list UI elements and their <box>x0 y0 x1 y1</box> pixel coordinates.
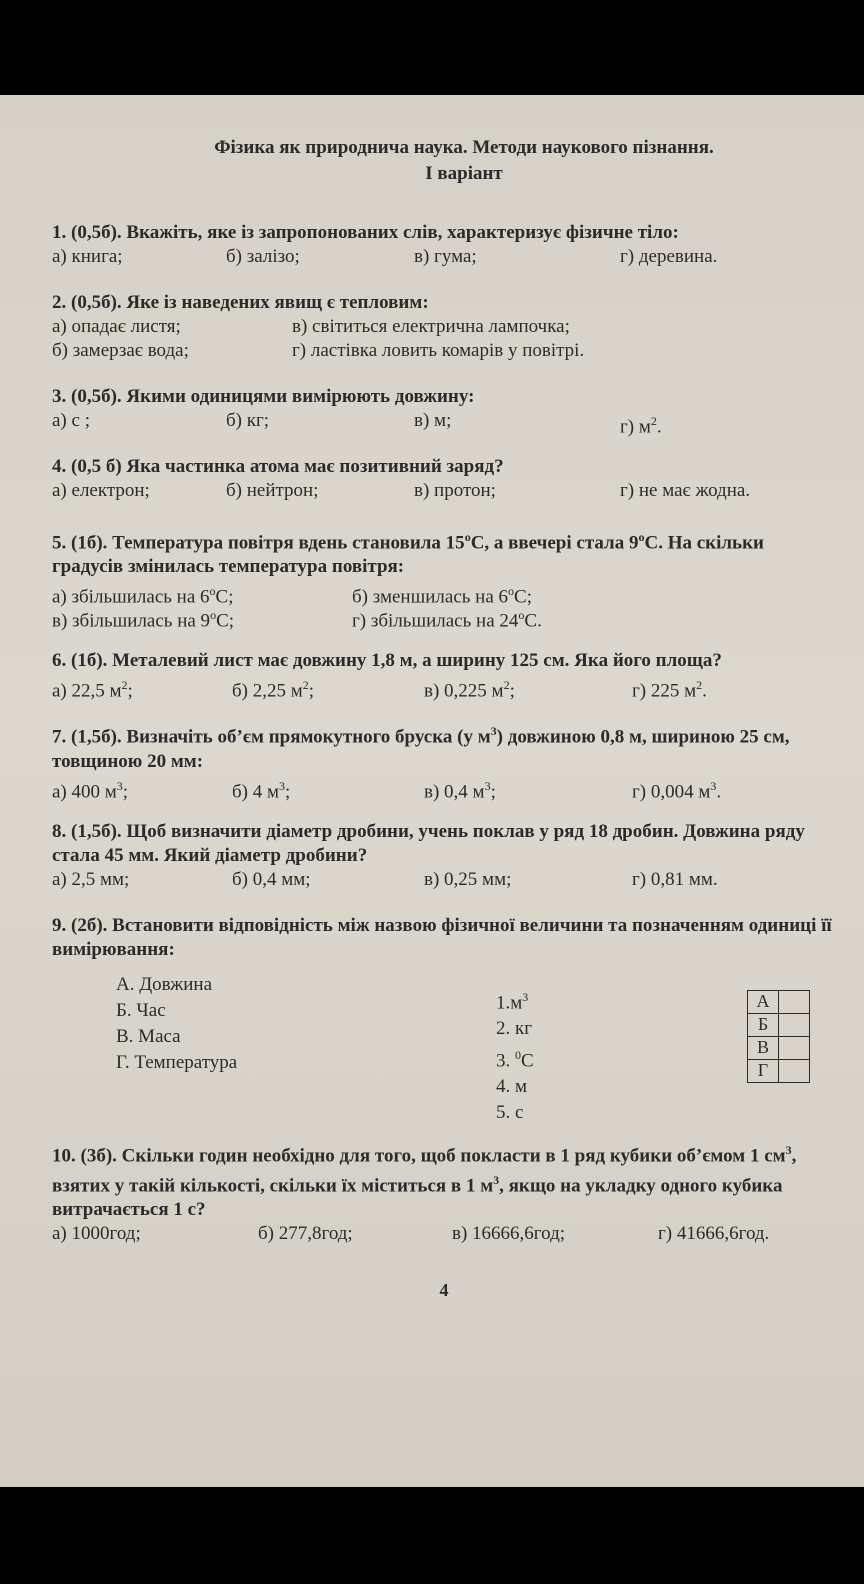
q10-option-d: г) 41666,6год. <box>658 1223 770 1245</box>
worksheet-title <box>92 135 836 187</box>
q2-option-c: в) світиться електрична лампочка; <box>292 316 570 337</box>
q7-option-c: в) 0,4 $м^3$; <box>424 778 496 802</box>
q8-option-a: а) 2,5 мм; <box>52 868 130 890</box>
title-line-2: І варіант <box>425 163 503 184</box>
question-4-text: 4. (0,5 б) Яка частинка атома має позитивний заряд? <box>52 456 504 477</box>
q7-option-b: б) 4 $м^3$; <box>232 778 291 802</box>
answer-label-d: Г <box>748 1059 779 1082</box>
q6-option-d: г) 225 $м^2$. <box>632 678 707 702</box>
question-8 <box>52 820 836 892</box>
q5-option-c: в) збільшилась на 9$^o$С; <box>52 608 235 632</box>
quantity-d: Г. Температура <box>116 1051 238 1073</box>
question-6 <box>52 649 836 702</box>
title-line-1: Фізика як природнича наука. Методи наукового пізнання. <box>214 137 714 158</box>
question-9-text: 9. (2б). Встановити відповідність між назвою фізичної величини та позначенням одиниці її вимірювання: <box>52 914 832 960</box>
question-1-text: 1. (0,5б). Вкажіть, яке із запропонованих слів, характеризує фізичне тіло: <box>52 222 679 243</box>
q1-option-b: б) залізо; <box>226 246 300 267</box>
question-6-text: 6. (1б). Металевий лист має довжину 1,8 м, а ширину 125 см. Яка його площа? <box>52 650 722 672</box>
question-3-text: 3. (0,5б). Якими одиницями вимірюють довжину: <box>52 386 475 407</box>
q6-option-c: в) 0,225 $м^2$; <box>424 678 515 702</box>
q1-option-a: а) книга; <box>52 246 123 267</box>
q2-option-b: б) замерзає вода; <box>52 340 189 361</box>
q8-option-d: г) 0,81 мм. <box>632 868 718 890</box>
answer-label-b: Б <box>748 1013 779 1036</box>
matching-block <box>52 972 836 1122</box>
q3-option-d: г) $м^2$. <box>620 414 662 438</box>
quantities-list <box>116 972 237 1076</box>
answer-cell-d[interactable] <box>779 1059 810 1082</box>
answer-label-c: В <box>748 1036 779 1059</box>
q6-option-a: а) 22,5 $м^2$; <box>52 678 133 702</box>
units-list <box>496 984 534 1127</box>
unit-5: 5. с <box>496 1102 524 1124</box>
q1-option-d: г) деревина. <box>620 246 718 267</box>
q5-option-d: г) збільшилась на 24$^o$С. <box>352 608 542 632</box>
worksheet-page <box>0 95 864 1487</box>
question-10-text: 10. (3б). Скільки годин необхідно для того, щоб покласти в 1 ряд кубики об’ємом 1 $см^3$, взятих у такій кількості, скільки їх міститься в 1 $м^3$, якщо на укладку одного кубика витрачається 1 с? <box>52 1142 797 1221</box>
question-9 <box>52 914 836 1122</box>
q4-option-c: в) протон; <box>414 480 496 501</box>
answer-cell-b[interactable] <box>779 1013 810 1036</box>
q8-option-b: б) 0,4 мм; <box>232 868 311 890</box>
q4-option-a: а) електрон; <box>52 480 150 501</box>
q2-option-d: г) ластівка ловить комарів у повітрі. <box>292 340 585 361</box>
question-5-text: 5. (1б). Температура повітря вдень становила 15$^o$С, а ввечері стала 9$^o$С. На скільки градусів змінилась температура повітря: <box>52 530 764 578</box>
q4-option-d: г) не має жодна. <box>620 480 751 501</box>
q10-option-a: а) 1000год; <box>52 1223 141 1245</box>
question-4 <box>52 455 836 503</box>
q7-option-d: г) 0,004 $м^3$. <box>632 778 722 802</box>
answer-label-a: А <box>748 990 779 1013</box>
question-3 <box>52 385 836 438</box>
q3-option-a: а) с ; <box>52 410 90 431</box>
quantity-c: В. Маса <box>116 1025 181 1047</box>
answer-cell-a[interactable] <box>779 990 810 1013</box>
q2-option-a: а) опадає листя; <box>52 316 181 337</box>
q10-option-c: в) 16666,6год; <box>452 1223 566 1245</box>
q3-option-c: в) м; <box>414 410 452 431</box>
question-7-text: 7. (1,5б). Визначіть об’єм прямокутного бруска (у $м^3$) довжиною 0,8 м, шириною 25 см, товщиною 20 мм: <box>52 724 790 772</box>
q3-option-b: б) кг; <box>226 410 270 431</box>
q6-option-b: б) 2,25 $м^2$; <box>232 678 315 702</box>
q5-option-a: а) збільшилась на 6$^o$С; <box>52 584 234 608</box>
q1-option-c: в) гума; <box>414 246 477 267</box>
quantity-a: А. Довжина <box>116 973 213 995</box>
unit-4: 4. м <box>496 1076 528 1098</box>
unit-1: $1.м^3$ <box>496 989 529 1013</box>
q10-option-b: б) 277,8год; <box>258 1223 353 1245</box>
answer-cell-c[interactable] <box>779 1036 810 1059</box>
q8-option-c: в) 0,25 мм; <box>424 868 512 890</box>
question-10 <box>52 1138 836 1247</box>
quantity-b: Б. Час <box>116 999 166 1021</box>
question-2 <box>52 291 836 363</box>
q7-option-a: а) 400 $м^3$; <box>52 778 129 802</box>
answer-table <box>747 990 810 1083</box>
question-7 <box>52 719 836 802</box>
question-1 <box>52 221 836 269</box>
page-number: 4 <box>439 1280 449 1301</box>
question-2-text: 2. (0,5б). Яке із наведених явищ є тепловим: <box>52 292 429 313</box>
unit-3: 3. $^0$С <box>496 1047 534 1072</box>
q4-option-b: б) нейтрон; <box>226 480 319 501</box>
q5-option-b: б) зменшилась на 6$^o$С; <box>352 584 532 608</box>
unit-2: 2. кг <box>496 1017 533 1039</box>
question-8-text: 8. (1,5б). Щоб визначити діаметр дробини, учень поклав у ряд 18 дробин. Довжина ряду стала 45 мм. Який діаметр дробини? <box>52 820 805 866</box>
question-5 <box>52 525 836 632</box>
